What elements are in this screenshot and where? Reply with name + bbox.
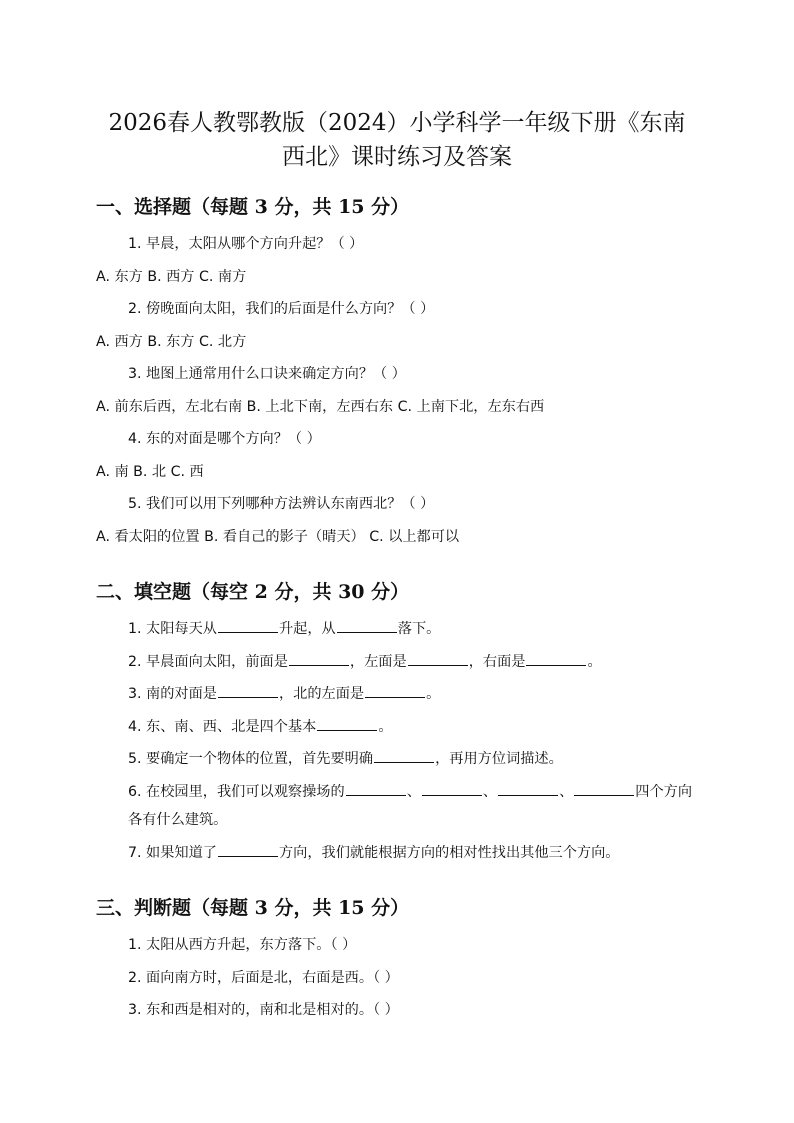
question-text: 3. 南的对面是 xyxy=(128,686,217,702)
question-text: 。 xyxy=(426,686,441,702)
question-text: 6. 在校园里，我们可以观察操场的 xyxy=(128,783,345,800)
answer-blank[interactable] xyxy=(574,781,634,796)
question-text: 5. 要确定一个物体的位置，首先要明确 xyxy=(128,751,374,767)
fill-question-3 xyxy=(96,678,698,711)
fill-question-7 xyxy=(96,837,698,870)
document-title xyxy=(96,0,698,174)
answer-blank[interactable] xyxy=(218,683,278,698)
question-text: 四个方向各有什么建筑。 xyxy=(128,783,693,828)
question-text: 4. 东、南、西、北是四个基本 xyxy=(128,718,317,735)
options-line: A. 西方 B. 东方 C. 北方 xyxy=(96,333,247,350)
question-text: 7. 如果知道了 xyxy=(128,844,217,861)
question-text: 升起，从 xyxy=(278,621,336,637)
answer-blank[interactable] xyxy=(498,781,558,796)
question-text: 、 xyxy=(406,783,421,800)
answer-blank[interactable] xyxy=(317,716,377,731)
question-text: 方向，我们就能根据方向的相对性找出其他三个方向。 xyxy=(278,844,620,861)
options-line: A. 看太阳的位置 B. 看自己的影子（晴天） C. 以上都可以 xyxy=(96,528,460,545)
question-text: 2. 早晨面向太阳，前面是 xyxy=(128,653,288,670)
question-line: 1. 早晨，太阳从哪个方向升起？（ ） xyxy=(128,236,364,252)
choice-questions xyxy=(96,228,698,553)
answer-blank[interactable] xyxy=(365,683,425,698)
question-line: 1. 太阳从西方升起，东方落下。（ ） xyxy=(128,937,357,953)
fill-question-4 xyxy=(96,711,698,744)
answer-blank[interactable] xyxy=(526,651,586,666)
answer-blank[interactable] xyxy=(218,618,278,633)
true-false-questions xyxy=(96,929,698,1027)
question-text: 。 xyxy=(378,718,393,735)
options-line: A. 南 B. 北 C. 西 xyxy=(96,463,204,480)
question-line: 2. 面向南方时，后面是北，右面是西。（ ） xyxy=(128,969,399,986)
section-heading-fill-in: 二、填空题（每空 2 分，共 30 分） xyxy=(96,581,410,603)
title-line-2: 西北》课时练习及答案 xyxy=(282,144,512,170)
options-line: A. 前东后西，左北右南 B. 上北下南，左西右东 C. 上南下北，左东右西 xyxy=(96,398,545,415)
answer-blank[interactable] xyxy=(422,781,482,796)
fill-question-2 xyxy=(96,646,698,679)
question-text: ，北的左面是 xyxy=(278,686,365,702)
answer-blank[interactable] xyxy=(408,651,468,666)
answer-blank[interactable] xyxy=(289,651,349,666)
question-text: ，左面是 xyxy=(349,653,407,670)
title-line-1: 2026春人教鄂教版（2024）小学科学一年级下册《东南 xyxy=(108,110,686,136)
answer-blank[interactable] xyxy=(218,842,278,857)
question-line: 5. 我们可以用下列哪种方法辨认东南西北？（ ） xyxy=(128,496,435,512)
question-line: 3. 地图上通常用什么口诀来确定方向？（ ） xyxy=(128,366,406,382)
fill-question-6 xyxy=(96,776,698,837)
question-text: ，右面是 xyxy=(468,653,526,670)
question-text: 1. 太阳每天从 xyxy=(128,621,217,637)
question-text: ，再用方位词描述。 xyxy=(435,751,563,767)
question-text: 落下。 xyxy=(397,621,441,637)
answer-blank[interactable] xyxy=(337,618,397,633)
fill-question-5 xyxy=(96,743,698,776)
question-line: 3. 东和西是相对的，南和北是相对的。（ ） xyxy=(128,1002,399,1018)
options-line: A. 东方 B. 西方 C. 南方 xyxy=(96,268,247,285)
question-line: 4. 东的对面是哪个方向？（ ） xyxy=(128,431,321,447)
question-text: 、 xyxy=(559,783,574,800)
section-heading-choice: 一、选择题（每题 3 分，共 15 分） xyxy=(96,196,410,218)
question-text: 、 xyxy=(482,783,498,800)
section-heading-true-false: 三、判断题（每题 3 分，共 15 分） xyxy=(96,897,410,919)
fill-question-1 xyxy=(96,613,698,646)
question-line: 2. 傍晚面向太阳，我们的后面是什么方向？（ ） xyxy=(128,301,435,317)
question-text: 。 xyxy=(587,653,602,670)
answer-blank[interactable] xyxy=(374,748,434,763)
answer-blank[interactable] xyxy=(346,781,406,796)
fill-in-questions xyxy=(96,613,698,869)
